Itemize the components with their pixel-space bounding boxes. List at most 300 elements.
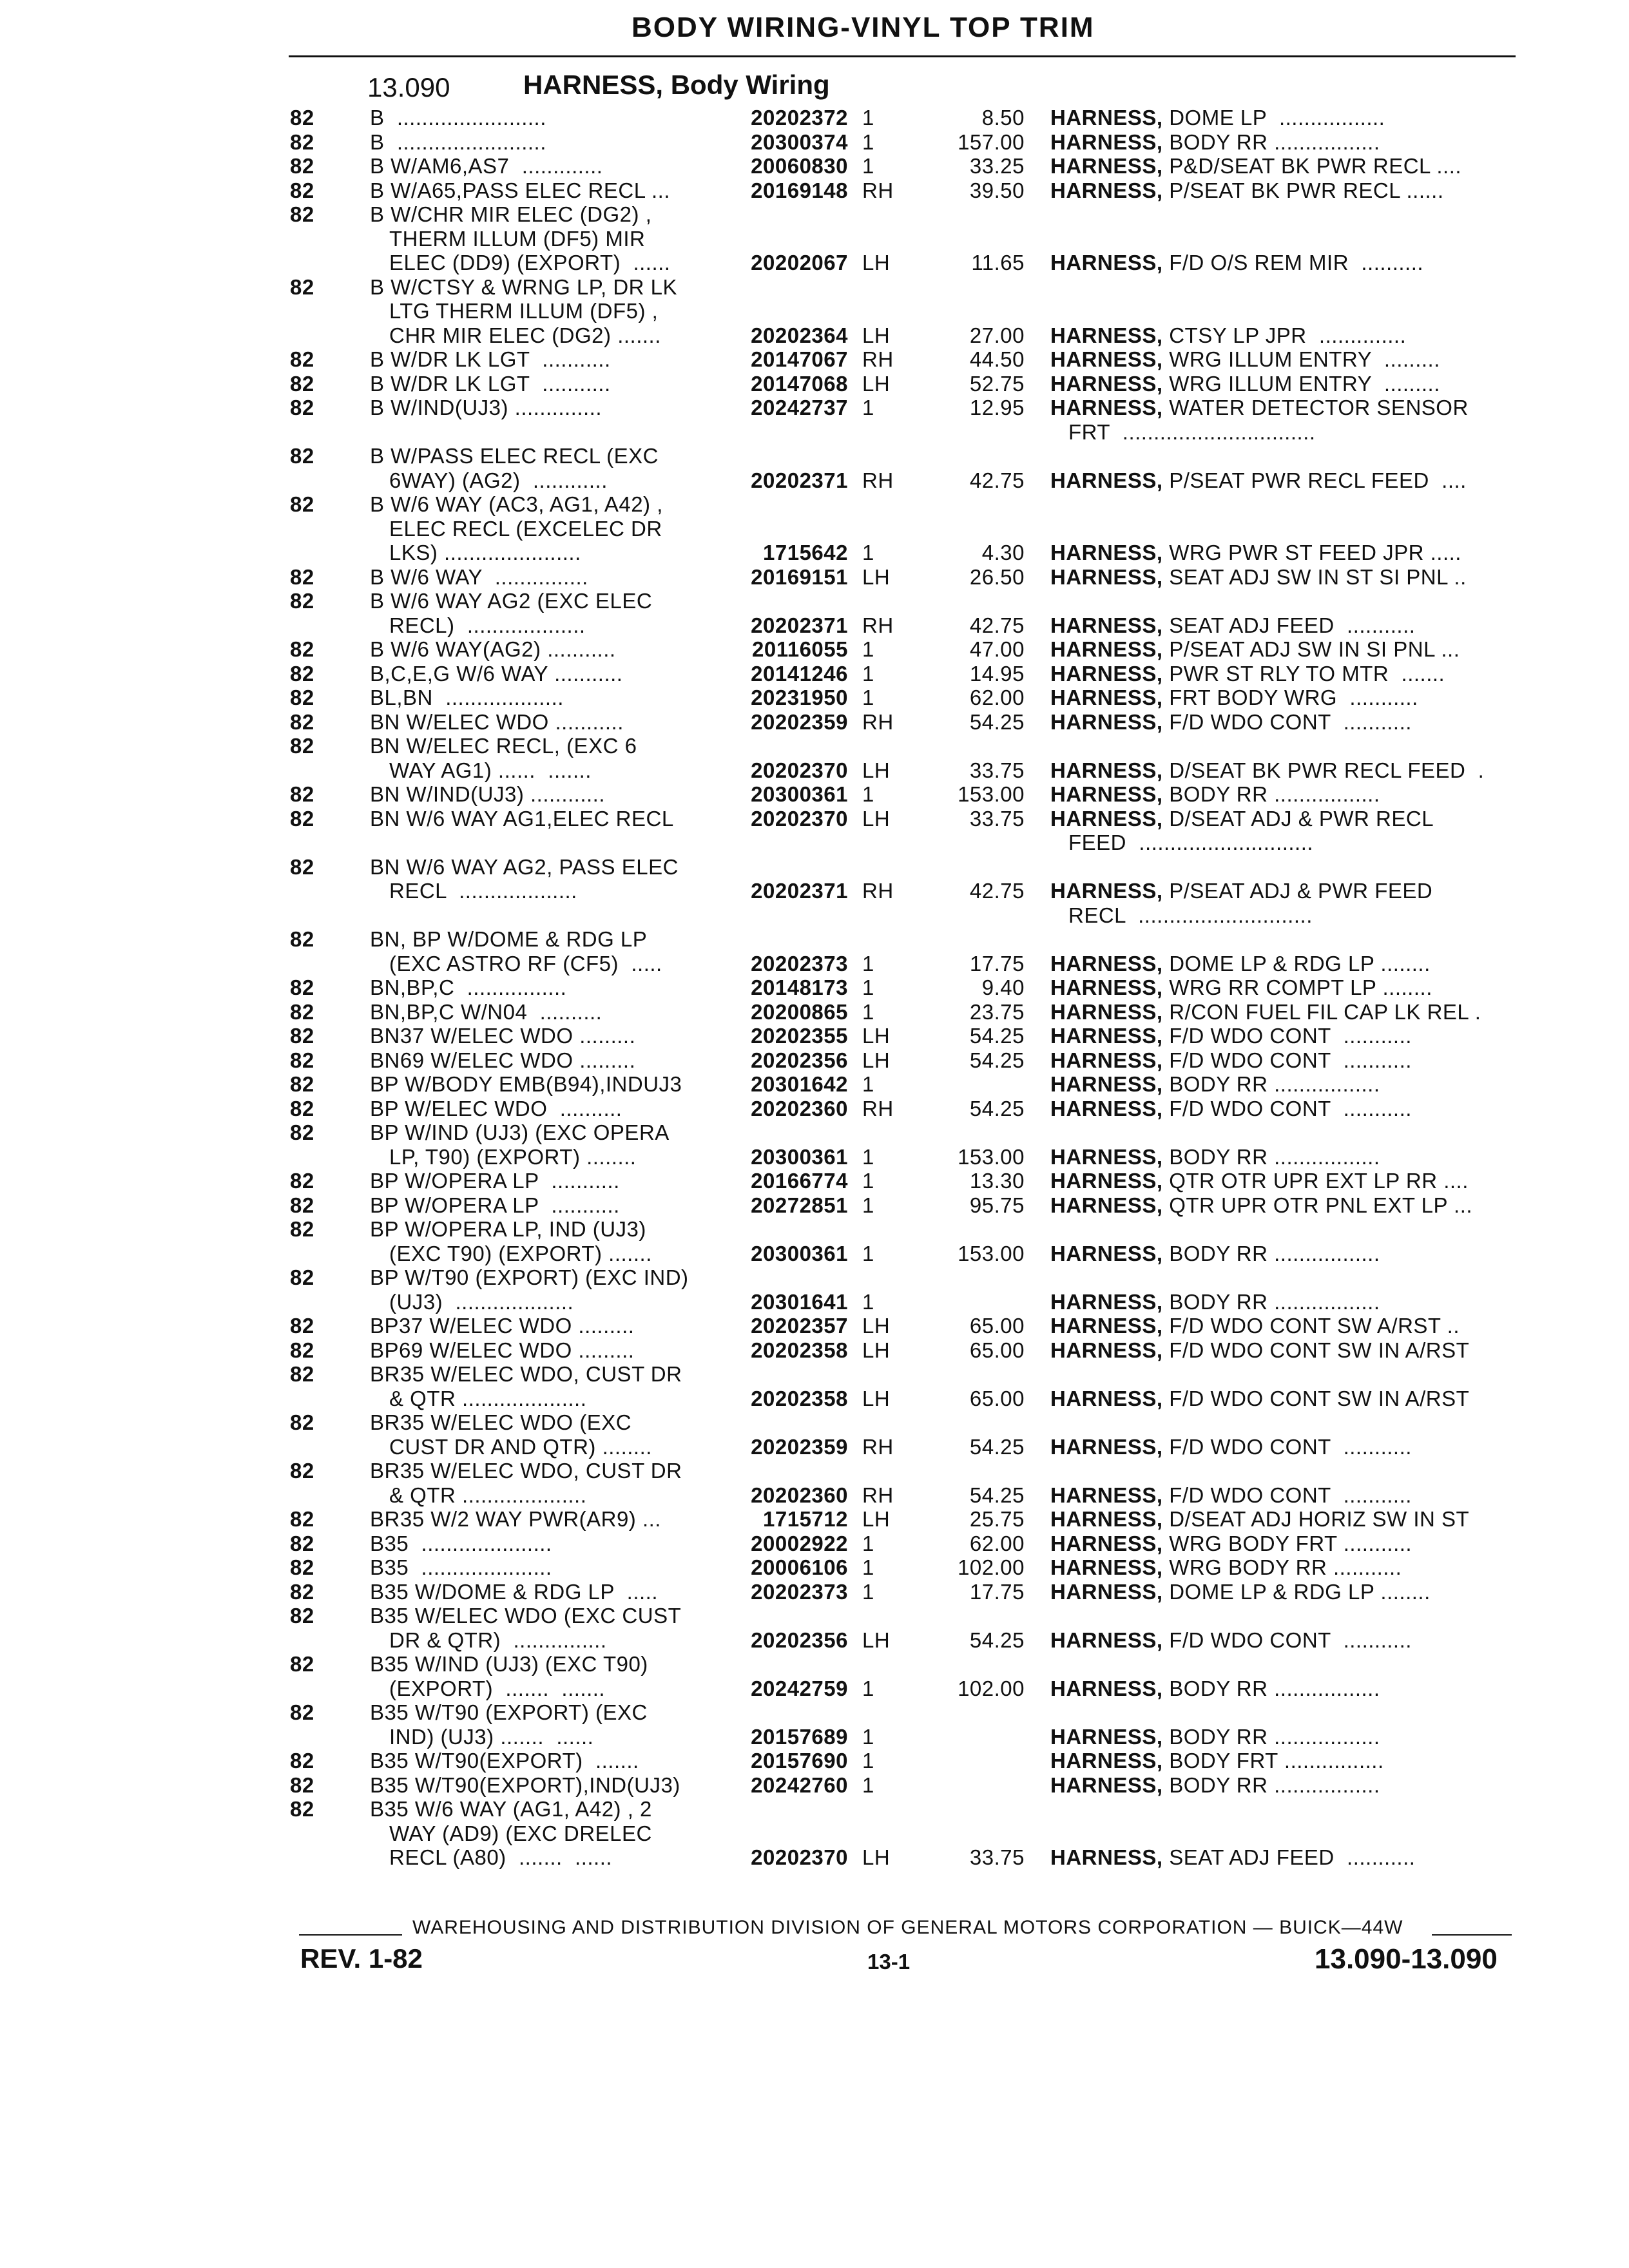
row-part-name: HARNESS, F/D WDO CONT ........... <box>1050 1024 1412 1048</box>
row-part-number: 20166774 <box>751 1169 848 1193</box>
row-quantity: 1 <box>862 661 874 686</box>
row-part-name: HARNESS, SEAT ADJ FEED ........... <box>1050 613 1416 637</box>
row-price: 153.00 <box>958 782 1025 806</box>
row-part-name: HARNESS, CTSY LP JPR .............. <box>1050 323 1407 347</box>
row-quantity: 1 <box>862 154 874 178</box>
row-year: 82 <box>290 1169 314 1193</box>
row-quantity: RH <box>862 178 894 202</box>
row-description: BP W/T90 (EXPORT) (EXC IND) <box>370 1265 689 1289</box>
row-description: BN W/6 WAY AG1,ELEC RECL <box>370 806 674 831</box>
row-year: 82 <box>290 1265 314 1289</box>
row-part-number: 20202370 <box>751 806 848 831</box>
row-year: 82 <box>290 1652 314 1676</box>
row-price: 102.00 <box>958 1676 1025 1700</box>
row-part-number: 20301642 <box>751 1072 848 1096</box>
row-description: RECL) ................... <box>389 613 586 637</box>
row-year: 82 <box>290 1579 314 1604</box>
row-year: 82 <box>290 927 314 951</box>
row-part-name: HARNESS, PWR ST RLY TO MTR ....... <box>1050 661 1445 686</box>
footer-rule-left <box>299 1934 402 1936</box>
row-quantity: 1 <box>862 1241 874 1265</box>
row-price: 95.75 <box>969 1193 1025 1217</box>
row-price: 17.75 <box>969 951 1025 975</box>
row-quantity: LH <box>862 1024 891 1048</box>
row-price: 11.65 <box>971 251 1025 274</box>
row-year: 82 <box>290 564 314 589</box>
row-year: 82 <box>290 999 314 1024</box>
footer-division: WAREHOUSING AND DISTRIBUTION DIVISION OF GENERAL MOTORS CORPORATION — BUICK—44W <box>412 1917 1403 1938</box>
row-price: 54.25 <box>969 1096 1025 1120</box>
row-price: 27.00 <box>969 323 1025 347</box>
row-year: 82 <box>290 347 314 371</box>
row-part-name: HARNESS, BODY RR ................. <box>1050 130 1380 154</box>
row-part-name: HARNESS, F/D O/S REM MIR .......... <box>1050 251 1424 274</box>
row-quantity: LH <box>862 1628 891 1652</box>
row-description: LKS) ...................... <box>389 541 581 564</box>
row-description: DR & QTR) ............... <box>389 1628 607 1652</box>
row-part-name: HARNESS, BODY RR ................. <box>1050 1144 1380 1169</box>
row-part-number: 20202356 <box>751 1048 848 1072</box>
row-part-number: 20157690 <box>751 1749 848 1773</box>
row-part-number: 20157689 <box>751 1724 848 1749</box>
row-description: THERM ILLUM (DF5) MIR <box>389 226 646 251</box>
row-year: 82 <box>290 274 314 299</box>
row-price: 54.25 <box>969 1048 1025 1072</box>
row-part-number: 20242759 <box>751 1676 848 1700</box>
row-price: 4.30 <box>981 541 1025 564</box>
row-price: 52.75 <box>969 371 1025 396</box>
row-part-name: FEED ............................ <box>1068 831 1314 854</box>
row-price: 157.00 <box>958 130 1025 154</box>
row-description: CUST DR AND QTR) ........ <box>389 1434 652 1459</box>
row-part-number: 20202371 <box>751 879 848 903</box>
row-price: 8.50 <box>981 106 1025 130</box>
row-part-name: HARNESS, QTR UPR OTR PNL EXT LP ... <box>1050 1193 1473 1217</box>
row-year: 82 <box>290 1096 314 1120</box>
row-year: 82 <box>290 1217 314 1241</box>
section-range: 13.090-13.090 <box>1315 1943 1498 1975</box>
row-quantity: RH <box>862 1434 894 1459</box>
row-year: 82 <box>290 637 314 661</box>
row-quantity: LH <box>862 251 891 274</box>
row-description: BN,BP,C W/N04 .......... <box>370 999 602 1024</box>
row-description: B35 W/T90(EXPORT) ....... <box>370 1749 639 1773</box>
row-description: (EXPORT) ....... ....... <box>389 1676 606 1700</box>
row-price: 62.00 <box>969 1531 1025 1555</box>
row-quantity: 1 <box>862 975 874 999</box>
row-quantity: 1 <box>862 782 874 806</box>
row-price: 33.75 <box>969 806 1025 831</box>
row-part-number: 20202359 <box>751 709 848 734</box>
row-price: 9.40 <box>981 975 1025 999</box>
row-part-number: 20200865 <box>751 999 848 1024</box>
row-part-number: 20169148 <box>751 178 848 202</box>
row-price: 39.50 <box>969 178 1025 202</box>
row-price: 44.50 <box>969 347 1025 371</box>
row-description: B W/IND(UJ3) .............. <box>370 396 602 419</box>
row-price: 25.75 <box>969 1507 1025 1531</box>
row-quantity: LH <box>862 1507 891 1531</box>
row-quantity: LH <box>862 564 891 589</box>
row-part-number: 20202358 <box>751 1386 848 1410</box>
row-description: BN W/6 WAY AG2, PASS ELEC <box>370 854 679 879</box>
row-quantity: 1 <box>862 1193 874 1217</box>
row-part-name: HARNESS, F/D WDO CONT ........... <box>1050 1096 1412 1120</box>
row-price: 153.00 <box>958 1144 1025 1169</box>
row-quantity: RH <box>862 347 894 371</box>
row-year: 82 <box>290 1120 314 1144</box>
row-year: 82 <box>290 806 314 831</box>
row-part-number: 1715642 <box>763 541 848 564</box>
row-description: B ........................ <box>370 106 546 130</box>
row-description: BN37 W/ELEC WDO ......... <box>370 1024 636 1048</box>
row-description: & QTR .................... <box>389 1483 587 1507</box>
row-quantity: RH <box>862 709 894 734</box>
row-part-number: 20300361 <box>751 1241 848 1265</box>
row-part-name: HARNESS, WRG BODY RR ........... <box>1050 1555 1402 1579</box>
row-quantity: 1 <box>862 1579 874 1604</box>
row-description: B,C,E,G W/6 WAY ........... <box>370 661 623 686</box>
row-part-name: HARNESS, WRG RR COMPT LP ........ <box>1050 975 1432 999</box>
row-part-name: HARNESS, F/D WDO CONT SW IN A/RST <box>1050 1386 1470 1410</box>
row-year: 82 <box>290 1072 314 1096</box>
row-description: BP W/OPERA LP ........... <box>370 1193 620 1217</box>
row-part-name: HARNESS, R/CON FUEL FIL CAP LK REL . <box>1050 999 1481 1024</box>
row-year: 82 <box>290 130 314 154</box>
row-description: ELEC RECL (EXCELEC DR <box>389 516 662 541</box>
row-quantity: LH <box>862 758 891 782</box>
row-part-name: HARNESS, F/D WDO CONT ........... <box>1050 1048 1412 1072</box>
row-part-name: HARNESS, FRT BODY WRG ........... <box>1050 686 1418 709</box>
row-description: B35 W/6 WAY (AG1, A42) , 2 <box>370 1797 652 1821</box>
row-quantity: LH <box>862 1386 891 1410</box>
row-part-number: 20242737 <box>751 396 848 419</box>
row-part-number: 20006106 <box>751 1555 848 1579</box>
row-quantity: 1 <box>862 951 874 975</box>
row-part-name: HARNESS, SEAT ADJ SW IN ST SI PNL .. <box>1050 564 1467 589</box>
row-description: B35 W/ELEC WDO (EXC CUST <box>370 1604 682 1628</box>
row-price: 153.00 <box>958 1241 1025 1265</box>
row-year: 82 <box>290 1338 314 1362</box>
row-year: 82 <box>290 202 314 226</box>
row-description: B W/DR LK LGT ........... <box>370 347 611 371</box>
row-quantity: 1 <box>862 637 874 661</box>
row-part-number: 20116055 <box>751 637 848 661</box>
row-quantity: 1 <box>862 1169 874 1193</box>
row-part-number: 20202357 <box>751 1314 848 1338</box>
row-description: BP69 W/ELEC WDO ......... <box>370 1338 635 1362</box>
row-price: 26.50 <box>969 564 1025 589</box>
row-year: 82 <box>290 492 314 516</box>
row-quantity: RH <box>862 879 894 903</box>
row-part-number: 20202373 <box>751 951 848 975</box>
row-description: B W/6 WAY AG2 (EXC ELEC <box>370 589 653 613</box>
row-description: BN,BP,C ................ <box>370 975 567 999</box>
row-part-name: HARNESS, WATER DETECTOR SENSOR <box>1050 396 1469 419</box>
row-part-number: 1715712 <box>763 1507 848 1531</box>
row-description: B W/6 WAY ............... <box>370 564 588 589</box>
row-year: 82 <box>290 1410 314 1434</box>
row-description: (UJ3) ................... <box>389 1289 574 1314</box>
row-description: BP W/OPERA LP, IND (UJ3) <box>370 1217 646 1241</box>
row-description: BN69 W/ELEC WDO ......... <box>370 1048 636 1072</box>
row-part-name: HARNESS, F/D WDO CONT ........... <box>1050 1483 1412 1507</box>
row-description: BL,BN ................... <box>370 686 564 709</box>
row-quantity: 1 <box>862 1072 874 1096</box>
row-price: 102.00 <box>958 1555 1025 1579</box>
row-description: (EXC T90) (EXPORT) ....... <box>389 1241 652 1265</box>
row-year: 82 <box>290 686 314 709</box>
row-price: 17.75 <box>969 1579 1025 1604</box>
row-year: 82 <box>290 661 314 686</box>
row-description: ELEC (DD9) (EXPORT) ...... <box>389 251 671 274</box>
row-part-number: 20202358 <box>751 1338 848 1362</box>
section-number: 13.090 <box>367 72 450 102</box>
row-year: 82 <box>290 1773 314 1797</box>
row-price: 42.75 <box>969 468 1025 492</box>
row-description: BR35 W/2 WAY PWR(AR9) ... <box>370 1507 661 1531</box>
row-description: CHR MIR ELEC (DG2) ....... <box>389 323 661 347</box>
row-part-number: 20060830 <box>751 154 848 178</box>
row-part-number: 20272851 <box>751 1193 848 1217</box>
row-quantity: LH <box>862 371 891 396</box>
row-quantity: RH <box>862 1096 894 1120</box>
row-year: 82 <box>290 1362 314 1386</box>
row-quantity: 1 <box>862 1773 874 1797</box>
row-description: IND) (UJ3) ....... ...... <box>389 1724 594 1749</box>
row-description: BP W/ELEC WDO .......... <box>370 1096 622 1120</box>
row-description: LP, T90) (EXPORT) ........ <box>389 1144 637 1169</box>
row-description: B W/6 WAY(AG2) ........... <box>370 637 616 661</box>
row-year: 82 <box>290 782 314 806</box>
row-quantity: RH <box>862 613 894 637</box>
row-year: 82 <box>290 1604 314 1628</box>
row-part-name: HARNESS, WRG ILLUM ENTRY ......... <box>1050 371 1440 396</box>
row-part-number: 20202364 <box>751 323 848 347</box>
row-description: WAY (AD9) (EXC DRELEC <box>389 1821 652 1845</box>
row-quantity: LH <box>862 806 891 831</box>
row-part-name: HARNESS, D/SEAT BK PWR RECL FEED . <box>1050 758 1485 782</box>
row-part-name: HARNESS, P&D/SEAT BK PWR RECL .... <box>1050 154 1462 178</box>
row-year: 82 <box>290 1048 314 1072</box>
row-description: LTG THERM ILLUM (DF5) , <box>389 299 659 323</box>
row-part-number: 20202372 <box>751 106 848 130</box>
row-description: BN W/IND(UJ3) ............ <box>370 782 606 806</box>
row-price: 65.00 <box>969 1386 1025 1410</box>
row-part-number: 20202067 <box>751 251 848 274</box>
row-part-name: HARNESS, F/D WDO CONT SW IN A/RST <box>1050 1338 1470 1362</box>
row-part-name: HARNESS, DOME LP & RDG LP ........ <box>1050 951 1431 975</box>
row-part-number: 20242760 <box>751 1773 848 1797</box>
row-price: 47.00 <box>969 637 1025 661</box>
row-description: B35 ..................... <box>370 1555 552 1579</box>
row-part-number: 20202360 <box>751 1483 848 1507</box>
row-part-name: HARNESS, DOME LP ................. <box>1050 106 1385 130</box>
row-price: 13.30 <box>969 1169 1025 1193</box>
row-part-number: 20202370 <box>751 758 848 782</box>
row-quantity: 1 <box>862 1724 874 1749</box>
row-part-name: HARNESS, BODY RR ................. <box>1050 1724 1380 1749</box>
row-description: B35 ..................... <box>370 1531 552 1555</box>
row-year: 82 <box>290 854 314 879</box>
row-quantity: 1 <box>862 106 874 130</box>
row-quantity: LH <box>862 1338 891 1362</box>
row-part-number: 20301641 <box>751 1289 848 1314</box>
row-part-name: HARNESS, SEAT ADJ FEED ........... <box>1050 1845 1416 1869</box>
row-part-name: HARNESS, BODY FRT ................ <box>1050 1749 1384 1773</box>
row-part-name: HARNESS, P/SEAT PWR RECL FEED .... <box>1050 468 1467 492</box>
row-part-name: HARNESS, P/SEAT ADJ & PWR FEED <box>1050 879 1433 903</box>
section-title: HARNESS, Body Wiring <box>523 70 830 100</box>
row-year: 82 <box>290 154 314 178</box>
row-year: 82 <box>290 734 314 758</box>
row-part-name: HARNESS, F/D WDO CONT SW A/RST .. <box>1050 1314 1460 1338</box>
row-part-number: 20002922 <box>751 1531 848 1555</box>
row-price: 23.75 <box>969 999 1025 1024</box>
row-part-number: 20147068 <box>751 371 848 396</box>
row-description: BP W/OPERA LP ........... <box>370 1169 620 1193</box>
row-description: B35 W/DOME & RDG LP ..... <box>370 1579 658 1604</box>
row-year: 82 <box>290 106 314 130</box>
row-description: B W/DR LK LGT ........... <box>370 371 611 396</box>
row-year: 82 <box>290 589 314 613</box>
row-part-name: HARNESS, F/D WDO CONT ........... <box>1050 709 1412 734</box>
row-part-name: HARNESS, P/SEAT ADJ SW IN SI PNL ... <box>1050 637 1460 661</box>
row-year: 82 <box>290 371 314 396</box>
row-description: BR35 W/ELEC WDO (EXC <box>370 1410 632 1434</box>
row-description: (EXC ASTRO RF (CF5) ..... <box>389 951 662 975</box>
row-part-number: 20202371 <box>751 468 848 492</box>
row-part-number: 20231950 <box>751 686 848 709</box>
row-part-name: FRT ............................... <box>1068 419 1316 444</box>
row-part-number: 20202373 <box>751 1579 848 1604</box>
row-part-name: HARNESS, BODY RR ................. <box>1050 782 1380 806</box>
row-price: 54.25 <box>969 1024 1025 1048</box>
row-part-number: 20300361 <box>751 1144 848 1169</box>
row-description: BP W/IND (UJ3) (EXC OPERA <box>370 1120 670 1144</box>
row-part-number: 20202370 <box>751 1845 848 1869</box>
row-description: 6WAY) (AG2) ............ <box>389 468 608 492</box>
row-year: 82 <box>290 444 314 468</box>
row-quantity: RH <box>862 468 894 492</box>
row-year: 82 <box>290 1700 314 1724</box>
row-description: WAY AG1) ...... ....... <box>389 758 592 782</box>
row-price: 12.95 <box>969 396 1025 419</box>
row-quantity: LH <box>862 323 891 347</box>
row-description: BP W/BODY EMB(B94),INDUJ3 <box>370 1072 682 1096</box>
row-price: 33.75 <box>969 758 1025 782</box>
row-part-number: 20300361 <box>751 782 848 806</box>
row-description: BN W/ELEC WDO ........... <box>370 709 624 734</box>
row-part-number: 20141246 <box>751 661 848 686</box>
row-description: B W/AM6,AS7 ............. <box>370 154 603 178</box>
row-price: 54.25 <box>969 709 1025 734</box>
row-quantity: 1 <box>862 1555 874 1579</box>
row-description: RECL ................... <box>389 879 577 903</box>
page-title: BODY WIRING-VINYL TOP TRIM <box>631 12 1095 43</box>
row-part-name: HARNESS, P/SEAT BK PWR RECL ...... <box>1050 178 1444 202</box>
row-quantity: 1 <box>862 1531 874 1555</box>
row-part-number: 20202359 <box>751 1434 848 1459</box>
row-price: 33.25 <box>969 154 1025 178</box>
row-price: 42.75 <box>969 879 1025 903</box>
row-part-name: HARNESS, WRG PWR ST FEED JPR ..... <box>1050 541 1461 564</box>
row-description: B W/6 WAY (AC3, AG1, A42) , <box>370 492 663 516</box>
row-price: 14.95 <box>969 661 1025 686</box>
row-year: 82 <box>290 1193 314 1217</box>
row-price: 33.75 <box>969 1845 1025 1869</box>
row-part-name: HARNESS, D/SEAT ADJ HORIZ SW IN ST <box>1050 1507 1470 1531</box>
row-part-name: HARNESS, BODY RR ................. <box>1050 1241 1380 1265</box>
row-quantity: 1 <box>862 541 874 564</box>
row-quantity: RH <box>862 1483 894 1507</box>
row-quantity: 1 <box>862 1289 874 1314</box>
row-quantity: LH <box>862 1845 891 1869</box>
row-part-number: 20300374 <box>751 130 848 154</box>
row-description: B W/CHR MIR ELEC (DG2) , <box>370 202 652 226</box>
row-part-name: HARNESS, BODY RR ................. <box>1050 1676 1380 1700</box>
row-quantity: 1 <box>862 396 874 419</box>
row-description: B W/PASS ELEC RECL (EXC <box>370 444 659 468</box>
row-description: BP37 W/ELEC WDO ......... <box>370 1314 635 1338</box>
row-description: B ........................ <box>370 130 546 154</box>
row-quantity: 1 <box>862 1749 874 1773</box>
row-description: B35 W/T90(EXPORT),IND(UJ3) <box>370 1773 680 1797</box>
row-year: 82 <box>290 709 314 734</box>
row-year: 82 <box>290 1314 314 1338</box>
row-part-number: 20148173 <box>751 975 848 999</box>
row-description: & QTR .................... <box>389 1386 587 1410</box>
row-year: 82 <box>290 1749 314 1773</box>
row-quantity: 1 <box>862 1144 874 1169</box>
row-part-number: 20147067 <box>751 347 848 371</box>
row-year: 82 <box>290 1797 314 1821</box>
row-part-name: HARNESS, F/D WDO CONT ........... <box>1050 1628 1412 1652</box>
row-part-number: 20202356 <box>751 1628 848 1652</box>
row-part-name: HARNESS, F/D WDO CONT ........... <box>1050 1434 1412 1459</box>
row-quantity: LH <box>862 1314 891 1338</box>
row-price: 62.00 <box>969 686 1025 709</box>
row-description: BR35 W/ELEC WDO, CUST DR <box>370 1459 682 1483</box>
row-description: B W/CTSY & WRNG LP, DR LK <box>370 274 678 299</box>
row-part-name: RECL ............................ <box>1068 903 1313 927</box>
row-part-name: HARNESS, DOME LP & RDG LP ........ <box>1050 1579 1431 1604</box>
footer-rule-right <box>1432 1934 1512 1936</box>
row-description: B35 W/IND (UJ3) (EXC T90) <box>370 1652 648 1676</box>
row-year: 82 <box>290 178 314 202</box>
row-part-name: HARNESS, WRG ILLUM ENTRY ......... <box>1050 347 1440 371</box>
row-year: 82 <box>290 1459 314 1483</box>
row-part-name: HARNESS, BODY RR ................. <box>1050 1773 1380 1797</box>
row-quantity: 1 <box>862 130 874 154</box>
row-part-number: 20169151 <box>751 564 848 589</box>
row-year: 82 <box>290 975 314 999</box>
row-description: RECL (A80) ....... ...... <box>389 1845 613 1869</box>
row-part-name: HARNESS, D/SEAT ADJ & PWR RECL <box>1050 806 1434 831</box>
row-description: BN, BP W/DOME & RDG LP <box>370 927 648 951</box>
row-year: 82 <box>290 1024 314 1048</box>
row-part-name: HARNESS, WRG BODY FRT ........... <box>1050 1531 1412 1555</box>
row-year: 82 <box>290 1507 314 1531</box>
row-part-name: HARNESS, QTR OTR UPR EXT LP RR .... <box>1050 1169 1469 1193</box>
revision-label: REV. 1-82 <box>300 1943 423 1974</box>
row-part-name: HARNESS, BODY RR ................. <box>1050 1072 1380 1096</box>
row-year: 82 <box>290 396 314 419</box>
row-price: 42.75 <box>969 613 1025 637</box>
row-part-name: HARNESS, BODY RR ................. <box>1050 1289 1380 1314</box>
row-quantity: 1 <box>862 686 874 709</box>
row-description: B W/A65,PASS ELEC RECL ... <box>370 178 670 202</box>
